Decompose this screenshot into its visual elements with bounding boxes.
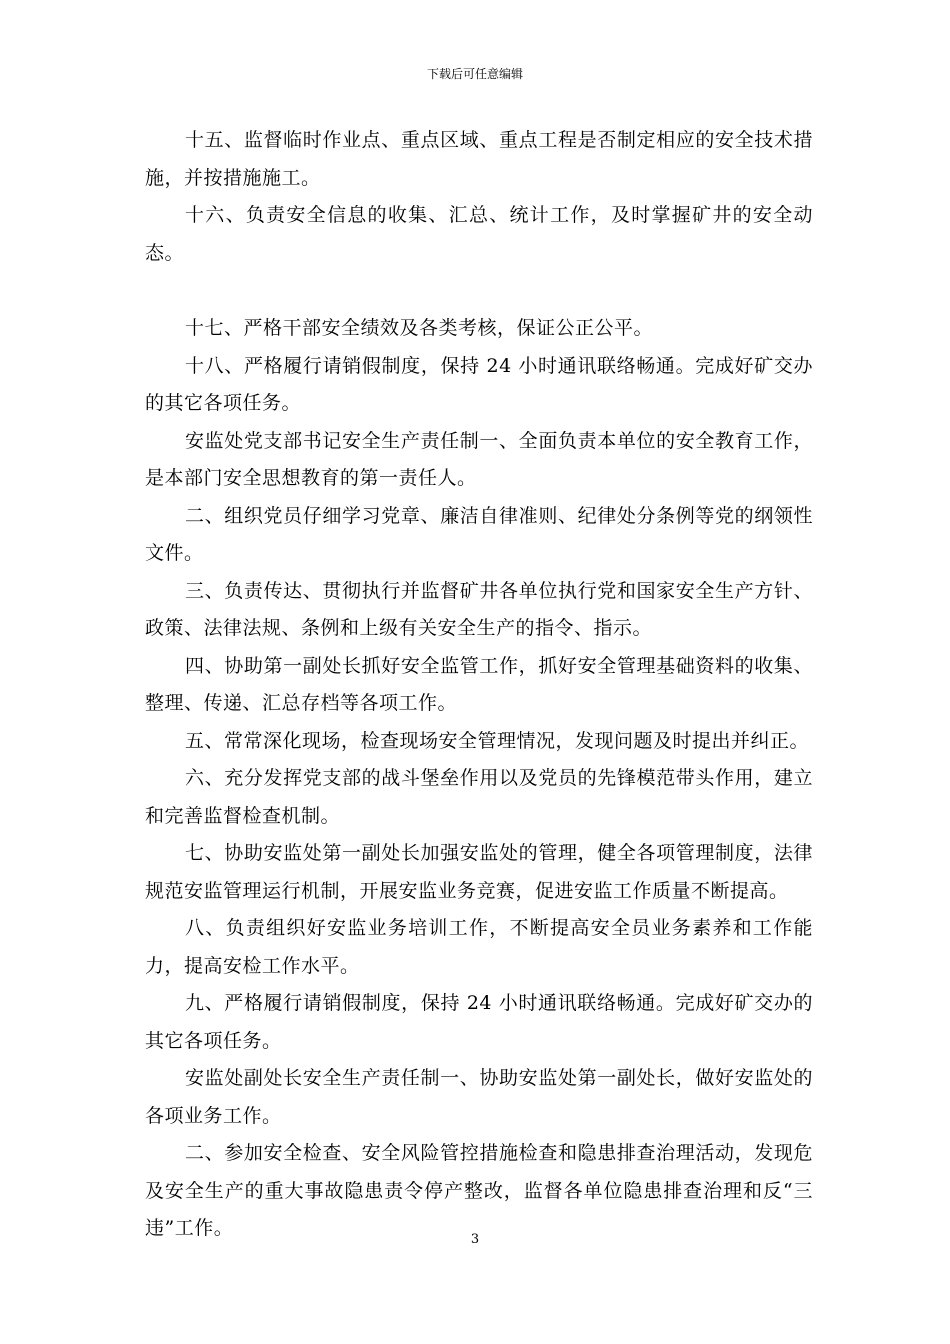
party-secretary-responsibility-5: 五、常常深化现场，检查现场安全管理情况，发现问题及时提出并纠正。 <box>185 729 810 752</box>
party-secretary-responsibility-4: 四、协助第一副处长抓好安全监管工作，抓好安全管理基础资料的收集、整理、传递、汇总存档等各项工作。 <box>145 654 813 714</box>
deputy-director-responsibility-1: 安监处副处长安全生产责任制一、协助安监处第一副处长，做好安监处的各项业务工作。 <box>145 1067 813 1127</box>
party-secretary-responsibility-1: 安监处党支部书记安全生产责任制一、全面负责本单位的安全教育工作，是本部门安全思想教育的第一责任人。 <box>145 429 813 489</box>
paragraph-16: 十六、负责安全信息的收集、汇总、统计工作，及时掌握矿井的安全动态。 <box>145 204 813 264</box>
paragraph-18: 十八、严格履行请销假制度，保持 24 小时通讯联络畅通。完成好矿交办的其它各项任务。 <box>145 354 813 414</box>
party-secretary-responsibility-6: 六、充分发挥党支部的战斗堡垒作用以及党员的先锋模范带头作用，建立和完善监督检查机制。 <box>145 767 813 827</box>
page-number: 3 <box>470 1232 480 1247</box>
document-body <box>145 122 813 1248</box>
party-secretary-responsibility-3: 三、负责传达、贯彻执行并监督矿井各单位执行党和国家安全生产方针、政策、法律法规、条例和上级有关安全生产的指令、指示。 <box>145 579 813 639</box>
paragraph-15: 十五、监督临时作业点、重点区域、重点工程是否制定相应的安全技术措施，并按措施施工。 <box>145 129 813 189</box>
party-secretary-responsibility-2: 二、组织党员仔细学习党章、廉洁自律准则、纪律处分条例等党的纲领性文件。 <box>145 504 813 564</box>
deputy-director-responsibility-2: 二、参加安全检查、安全风险管控措施检查和隐患排查治理活动，发现危及安全生产的重大事故隐患责令停产整改，监督各单位隐患排查治理和反“三违”工作。 <box>145 1142 813 1239</box>
party-secretary-responsibility-8: 八、负责组织好安监业务培训工作，不断提高安全员业务素养和工作能力，提高安检工作水平。 <box>145 917 813 977</box>
page-header-note: 下载后可任意编辑 <box>426 67 523 81</box>
party-secretary-responsibility-7: 七、协助安监处第一副处长加强安监处的管理，健全各项管理制度，法律规范安监管理运行机制，开展安监业务竞赛，促进安监工作质量不断提高。 <box>145 842 813 902</box>
paragraph-17: 十七、严格干部安全绩效及各类考核，保证公正公平。 <box>185 317 654 339</box>
party-secretary-responsibility-9: 九、严格履行请销假制度，保持 24 小时通讯联络畅通。完成好矿交办的其它各项任务。 <box>145 992 813 1052</box>
